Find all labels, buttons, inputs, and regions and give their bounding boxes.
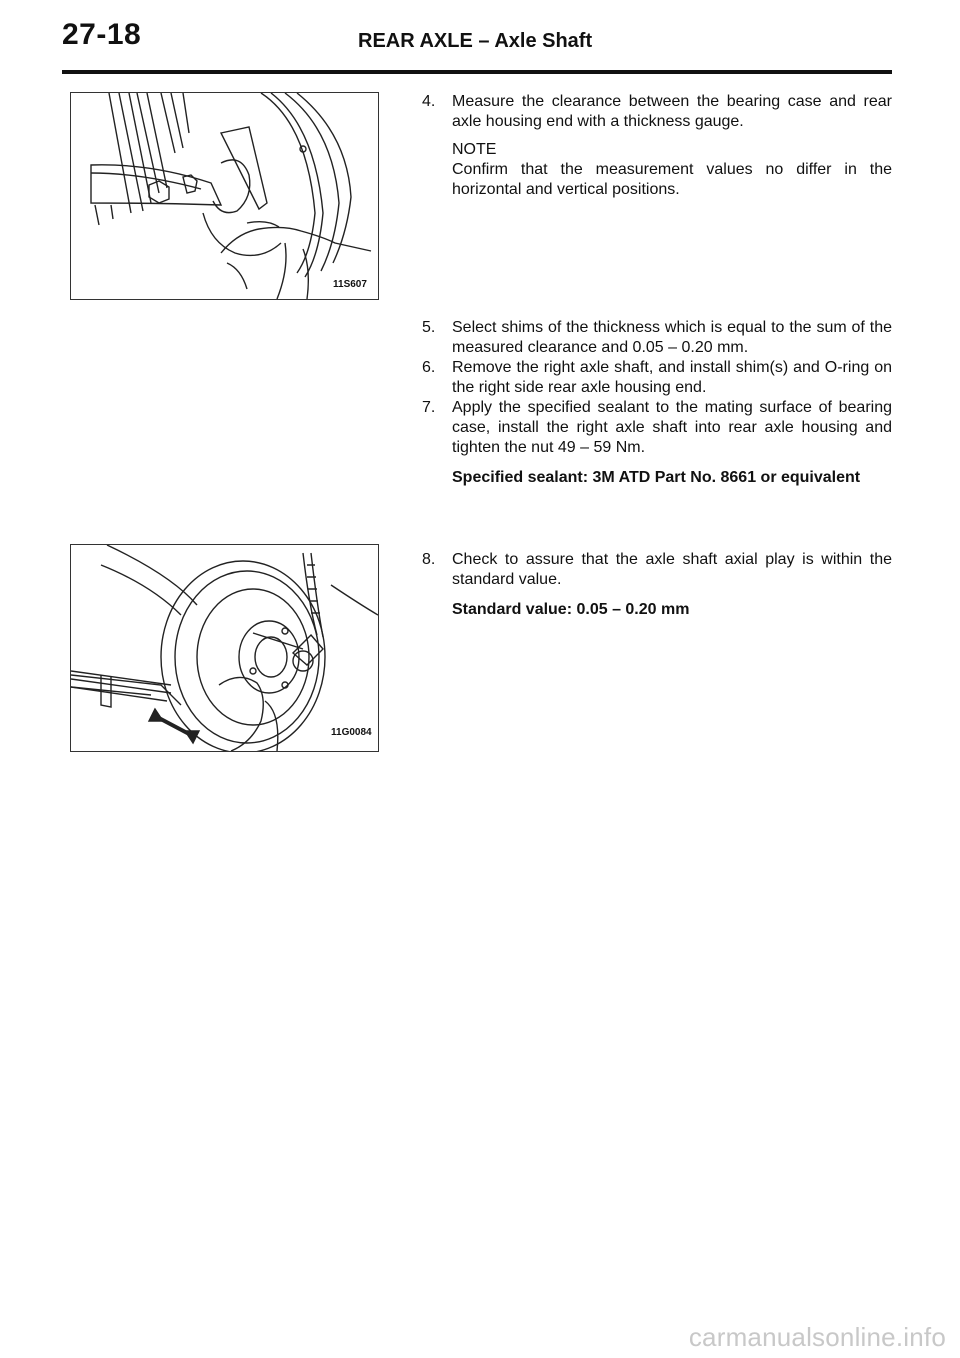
step-text: Check to assure that the axle shaft axial play is within the standard value. (452, 551, 892, 588)
step-5 (422, 318, 892, 358)
steps-group-1 (422, 92, 892, 200)
step-number: 5. (422, 319, 436, 336)
specified-sealant: Specified sealant: 3M ATD Part No. 8661 or equivalent (452, 469, 861, 486)
standard-value: Standard value: 0.05 – 0.20 mm (452, 601, 690, 618)
page-header (62, 14, 892, 76)
axial-play-illustration (71, 545, 378, 751)
step-number: 6. (422, 359, 436, 376)
section-title: REAR AXLE – Axle Shaft (358, 30, 593, 52)
header-rule (62, 70, 892, 74)
figure-axial-play-check (70, 544, 379, 752)
step-text: Measure the clearance between the bearing case and rear axle housing end with a thickness gauge. (452, 93, 892, 130)
step-text: Apply the specified sealant to the mating surface of bearing case, install the right axle shaft into rear axle housing and tighten the nut 49 – 59 Nm. (452, 399, 892, 456)
step-number: 7. (422, 399, 436, 416)
figure-thickness-gauge (70, 92, 379, 300)
note-heading: NOTE (452, 141, 497, 158)
step-text: Remove the right axle shaft, and install shim(s) and O-ring on the right side rear axle housing end. (452, 359, 892, 396)
step-text: Select shims of the thickness which is equal to the sum of the measured clearance and 0.05 – 0.20 mm. (452, 319, 892, 356)
note-text: Confirm that the measurement values no differ in the horizontal and vertical positions. (452, 161, 892, 198)
page-number: 27-18 (62, 18, 142, 51)
step-number: 4. (422, 93, 436, 110)
step-7 (422, 398, 892, 458)
step-8 (422, 550, 892, 590)
figure-code: 11S607 (333, 279, 367, 290)
steps-group-3 (422, 550, 892, 620)
step-number: 8. (422, 551, 436, 568)
watermark: carmanualsonline.info (688, 1322, 946, 1352)
figure-code: 11G0084 (331, 727, 372, 738)
step-6 (422, 358, 892, 398)
steps-group-2 (422, 318, 892, 488)
thickness-gauge-illustration (71, 93, 378, 299)
step-4 (422, 92, 892, 132)
